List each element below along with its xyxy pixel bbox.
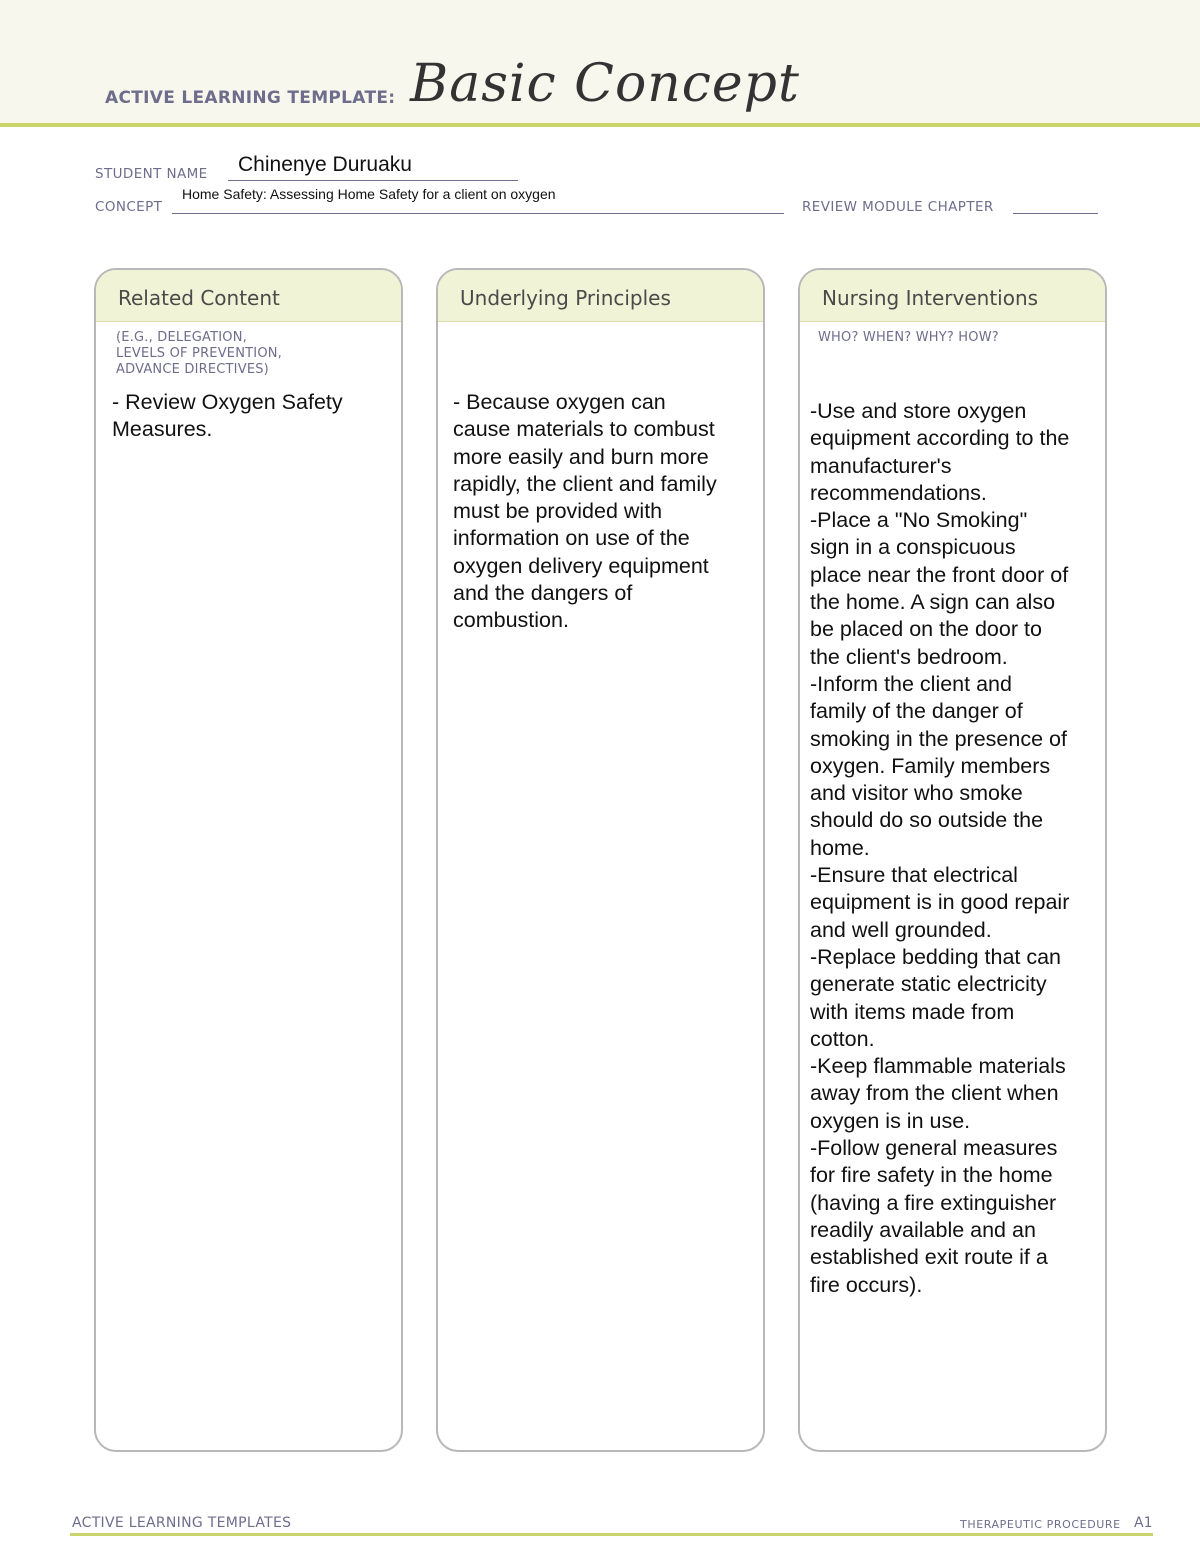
nursing-interventions-subtitle: WHO? WHEN? WHY? HOW? (818, 330, 999, 345)
footer-rule (70, 1533, 1153, 1536)
related-content-title: Related Content (96, 270, 401, 322)
underlying-principles-body[interactable]: - Because oxygen can cause materials to combust more easily and burn more rapidly, the client and family must be provided with information on use of the oxygen delivery equipment and the dangers of combustion. (453, 390, 717, 633)
nursing-interventions-panel (798, 268, 1107, 1452)
footer-left-label: ACTIVE LEARNING TEMPLATES (72, 1515, 292, 1531)
footer-right-label: THERAPEUTIC PROCEDURE (960, 1518, 1121, 1531)
student-name-value[interactable]: Chinenye Duruaku (238, 153, 412, 176)
related-content-subtitle: (E.G., DELEGATION, LEVELS OF PREVENTION, ADVANCE DIRECTIVES) (116, 330, 283, 377)
template-title: Basic Concept (410, 54, 800, 114)
footer-page-code: A1 (1134, 1515, 1153, 1531)
student-name-label: STUDENT NAME (95, 166, 208, 182)
concept-line (172, 213, 784, 214)
underlying-principles-panel (436, 268, 765, 1452)
student-name-line (228, 180, 518, 181)
nursing-interventions-title: Nursing Interventions (800, 270, 1105, 322)
header-rule (0, 123, 1200, 127)
template-label: ACTIVE LEARNING TEMPLATE: (105, 88, 396, 108)
review-module-line (1013, 213, 1098, 214)
concept-value[interactable]: Home Safety: Assessing Home Safety for a client on oxygen (182, 186, 556, 202)
related-content-body[interactable]: - Review Oxygen Safety Measures. (112, 390, 343, 442)
underlying-principles-title: Underlying Principles (438, 270, 763, 322)
concept-label: CONCEPT (95, 199, 163, 215)
review-module-label: REVIEW MODULE CHAPTER (802, 199, 994, 215)
related-content-panel (94, 268, 403, 1452)
nursing-interventions-body[interactable]: -Use and store oxygen equipment according to the manufacturer's recommendations. -Place a "No Smoking" sign in a conspicuous place near the front door of the home. A sign can also be placed on the door to the client's bedroom. -Inform the client and family of the danger of smoking in the presence of oxygen. Family members and visitor who smoke should do so outside the home. -Ensure that electrical equipment is in good repair and well grounded. -Replace bedding that can generate static electricity with items made from cotton. -Keep flammable materials away from the client when oxygen is in use. -Follow general measures for fire safety in the home (having a fire extinguisher readily available and an established exit route if a fire occurs). (810, 399, 1070, 1297)
